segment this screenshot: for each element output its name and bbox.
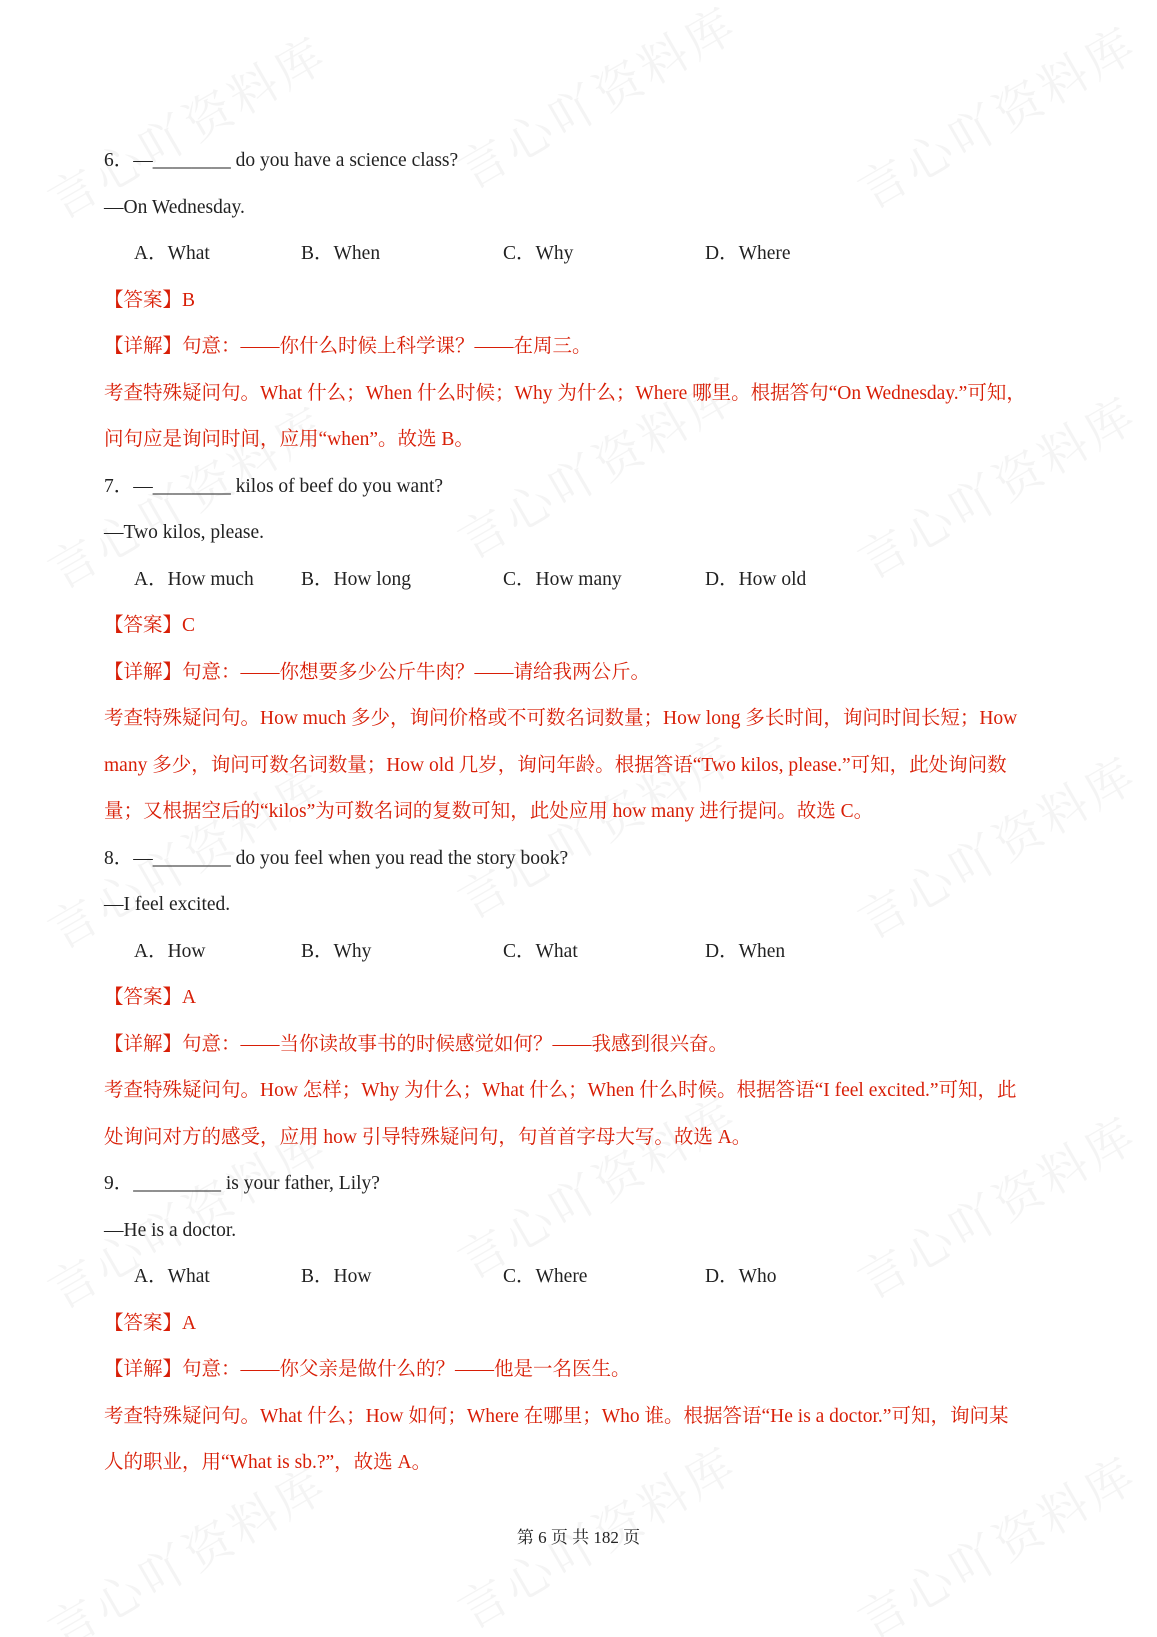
option-row [104,231,1064,278]
question-stem: 6．—________ do you have a science class? [104,150,459,171]
answer-label: 【答案】C [104,615,196,636]
option-d: D．How old [705,568,807,590]
option-row [104,929,1064,976]
question-reply: —I feel excited. [104,894,231,915]
question-stem: 8．—________ do you feel when you read the story book? [104,847,569,869]
question-reply: —On Wednesday. [104,196,245,218]
answer-label: 【答案】B [104,289,196,311]
option-d: D．When [705,940,786,962]
explanation-line: 考查特殊疑问句。What 什么；When 什么时候；Why 为什么；Where 哪里。根据答句“On Wednesday.”可知， [104,382,1026,404]
option-c: C．Why [503,243,574,264]
option-row [104,557,1064,604]
page-footer: 第 6 页 共 182 页 [516,1528,641,1547]
option-c: C．How many [503,568,622,590]
explanation-line: 人的职业，用“What is sb.?”，故选 A。 [104,1452,432,1473]
explanation-intro: 【详解】句意：——你想要多少公斤牛肉？——请给我两公斤。 [104,661,651,683]
explanation-intro: 【详解】句意：——当你读故事书的时候感觉如何？——我感到很兴奋。 [104,1033,729,1055]
option-b: B．Why [301,940,372,962]
question-reply: —He is a doctor. [104,1219,237,1241]
option-a: A．What [134,1266,210,1287]
explanation-line: 考查特殊疑问句。What 什么；How 如何；Where 在哪里；Who 谁。根据答语“He is a doctor.”可知，询问某 [104,1405,1009,1427]
question-stem: 9．_________ is your father, Lily? [104,1173,380,1194]
explanation-line: 处询问对方的感受，应用 how 引导特殊疑问句，句首首字母大写。故选 A。 [104,1126,752,1148]
option-b: B．When [301,243,381,264]
explanation-line: 问句应是询问时间，应用“when”。故选 B。 [104,429,474,450]
option-c: C．Where [503,1266,588,1287]
option-a: A．How [134,940,206,962]
explanation-line: many 多少，询问可数名词数量；How old 几岁，询问年龄。根据答语“Two kilos, please.”可知，此处询问数 [104,754,1007,776]
option-a: A．How much [134,568,254,590]
answer-label: 【答案】A [104,1312,197,1334]
option-d: D．Where [705,243,791,264]
question-stem: 7．—________ kilos of beef do you want? [104,475,444,497]
question-6 [104,138,1064,464]
option-c: C．What [503,940,578,962]
question-reply: —Two kilos, please. [104,522,265,543]
question-9 [104,1161,1064,1487]
option-b: B．How long [301,568,411,590]
option-d: D．Who [705,1266,777,1287]
explanation-intro: 【详解】句意：——你父亲是做什么的？——他是一名医生。 [104,1359,631,1380]
option-a: A．What [134,243,210,264]
explanation-line: 量；又根据空后的“kilos”为可数名词的复数可知，此处应用 how many 进行提问。故选 C。 [104,801,874,822]
answer-label: 【答案】A [104,987,197,1008]
document-body [104,138,1064,1487]
option-b: B．How [301,1266,372,1287]
question-8 [104,836,1064,1162]
explanation-intro: 【详解】句意：——你什么时候上科学课？——在周三。 [104,336,592,357]
option-row [104,1254,1064,1301]
explanation-line: 考查特殊疑问句。How 怎样；Why 为什么；What 什么；When 什么时候。根据答语“I feel excited.”可知，此 [104,1080,1017,1101]
question-7 [104,464,1064,836]
explanation-line: 考查特殊疑问句。How much 多少，询问价格或不可数名词数量；How long 多长时间，询问时间长短；How [104,708,1018,729]
